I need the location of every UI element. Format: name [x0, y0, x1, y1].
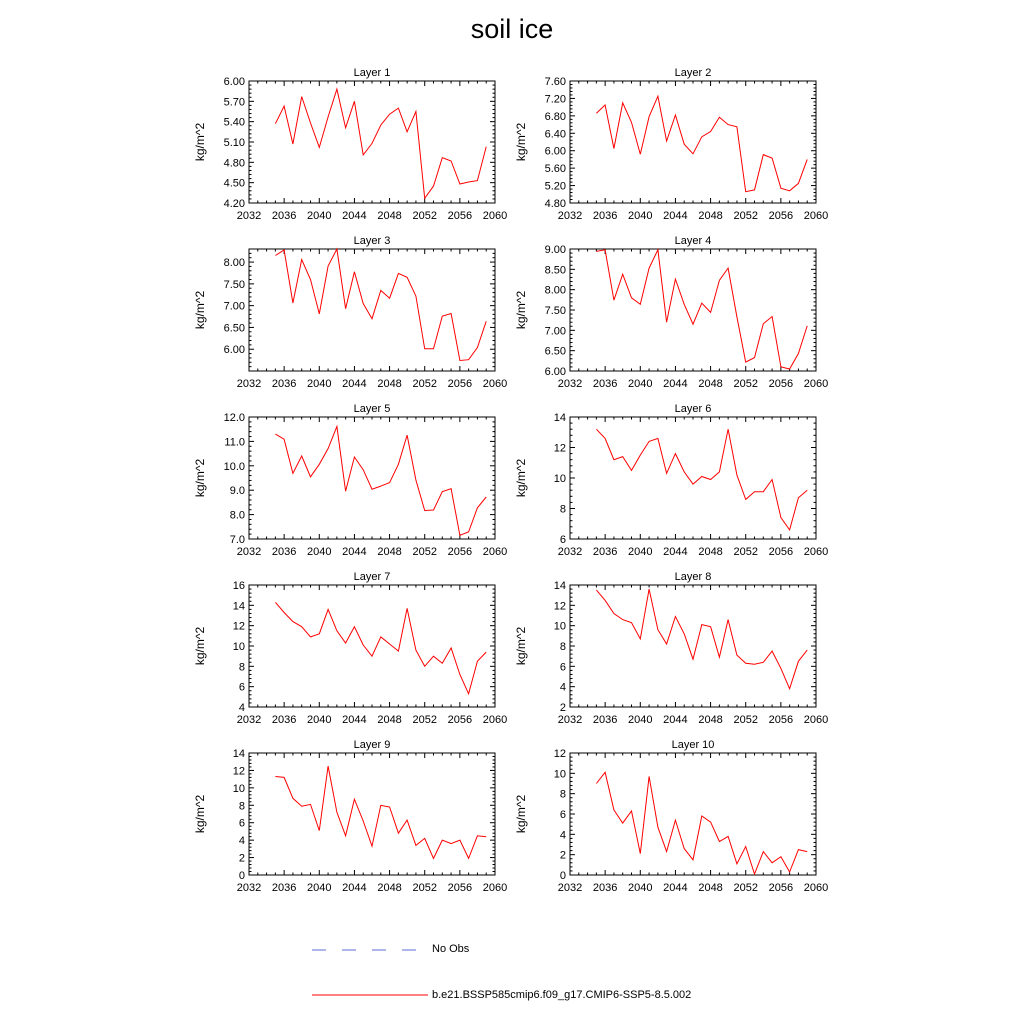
- y-tick-label: 7.20: [544, 93, 566, 106]
- x-tick-label: 2060: [482, 546, 508, 558]
- y-tick-label: 5.10: [223, 137, 245, 149]
- x-tick-label: 2056: [447, 714, 473, 726]
- y-tick-label: 14: [553, 412, 566, 424]
- plot-frame: [249, 585, 495, 707]
- y-tick-label: 4: [559, 681, 566, 694]
- x-tick-label: 2060: [803, 546, 829, 558]
- y-tick-label: 14: [232, 748, 245, 760]
- x-tick-label: 2036: [271, 714, 297, 726]
- series-line: [275, 602, 486, 694]
- series-line: [275, 766, 486, 858]
- y-tick-label: 2: [238, 852, 245, 865]
- panel-layer-1: [193, 67, 507, 222]
- y-axis-label: kg/m^2: [514, 794, 528, 834]
- x-tick-label: 2060: [482, 210, 508, 222]
- x-tick-label: 2032: [557, 546, 583, 558]
- y-tick-label: 7.00: [544, 325, 566, 338]
- y-tick-label: 12.0: [223, 412, 245, 424]
- plot-frame: [249, 753, 495, 875]
- panel-title: Layer 4: [674, 235, 712, 247]
- y-axis-label: kg/m^2: [193, 626, 207, 666]
- x-tick-label: 2040: [628, 378, 653, 390]
- x-tick-label: 2040: [628, 714, 653, 726]
- y-tick-label: 6.00: [544, 145, 566, 158]
- series-line: [596, 96, 807, 192]
- y-tick-label: 12: [553, 442, 566, 455]
- series-line: [275, 89, 486, 198]
- panel-layer-6: [514, 403, 828, 558]
- plot-frame: [570, 249, 816, 371]
- y-tick-label: 6: [238, 681, 245, 694]
- x-tick-label: 2048: [698, 546, 723, 558]
- y-tick-label: 7.50: [544, 305, 566, 317]
- panel-layer-3: [193, 235, 507, 390]
- x-tick-label: 2056: [447, 378, 473, 390]
- y-tick-label: 10: [232, 641, 245, 653]
- x-tick-label: 2056: [447, 210, 473, 222]
- plot-frame: [570, 753, 816, 875]
- y-tick-label: 6.00: [223, 344, 245, 357]
- panel-title: Layer 9: [353, 739, 391, 751]
- x-tick-label: 2044: [663, 210, 688, 222]
- x-tick-label: 2052: [733, 882, 758, 894]
- y-tick-label: 4: [238, 835, 245, 848]
- plot-frame: [570, 81, 816, 203]
- x-tick-label: 2040: [307, 714, 332, 726]
- y-tick-label: 6.00: [544, 366, 566, 378]
- x-tick-label: 2032: [236, 378, 262, 390]
- y-tick-label: 6.50: [223, 322, 245, 335]
- y-tick-label: 14: [232, 600, 245, 613]
- x-tick-label: 2032: [557, 210, 583, 222]
- plot-frame: [249, 417, 495, 539]
- x-tick-label: 2044: [663, 546, 688, 558]
- x-tick-label: 2032: [557, 882, 583, 894]
- panel-title: Layer 7: [353, 571, 391, 583]
- y-tick-label: 10: [553, 620, 566, 633]
- panel-title: Layer 2: [674, 67, 712, 79]
- y-axis-label: kg/m^2: [514, 458, 528, 498]
- x-tick-label: 2056: [768, 378, 794, 390]
- y-tick-label: 12: [232, 620, 245, 633]
- x-tick-label: 2052: [412, 378, 437, 390]
- x-tick-label: 2060: [482, 714, 508, 726]
- panel-layer-5: [193, 403, 507, 558]
- y-tick-label: 8: [559, 503, 566, 516]
- y-tick-label: 5.70: [223, 96, 245, 109]
- y-axis-label: kg/m^2: [514, 626, 528, 666]
- x-tick-label: 2032: [557, 378, 583, 390]
- y-tick-label: 6.80: [544, 110, 566, 123]
- x-tick-label: 2040: [307, 378, 332, 390]
- x-tick-label: 2040: [307, 546, 332, 558]
- y-tick-label: 7.00: [223, 300, 245, 313]
- figure-title: soil ice: [470, 14, 554, 44]
- x-tick-label: 2044: [663, 882, 688, 894]
- y-tick-label: 6: [559, 661, 566, 674]
- y-tick-label: 4.80: [223, 157, 245, 170]
- legend-no-obs-label: No Obs: [432, 943, 470, 955]
- y-tick-label: 4: [559, 829, 566, 842]
- x-tick-label: 2060: [482, 882, 508, 894]
- y-tick-label: 10: [553, 768, 566, 781]
- x-tick-label: 2048: [377, 210, 402, 222]
- x-tick-label: 2052: [733, 714, 758, 726]
- panel-layer-4: [514, 235, 828, 390]
- x-tick-label: 2036: [271, 210, 297, 222]
- y-tick-label: 8: [238, 661, 245, 674]
- panel-title: Layer 3: [353, 235, 391, 247]
- y-axis-label: kg/m^2: [193, 122, 207, 162]
- x-tick-label: 2052: [733, 546, 758, 558]
- y-tick-label: 8: [559, 641, 566, 653]
- x-tick-label: 2040: [628, 210, 653, 222]
- x-tick-label: 2036: [592, 378, 618, 390]
- y-tick-label: 8.00: [544, 284, 566, 297]
- x-tick-label: 2044: [342, 882, 367, 894]
- panel-title: Layer 1: [353, 67, 391, 79]
- y-tick-label: 12: [553, 748, 566, 760]
- x-tick-label: 2036: [592, 210, 618, 222]
- x-tick-label: 2040: [628, 882, 653, 894]
- y-tick-label: 2: [559, 702, 566, 714]
- y-tick-label: 4.20: [223, 198, 245, 210]
- y-axis-label: kg/m^2: [193, 290, 207, 330]
- panel-title: Layer 6: [674, 403, 712, 415]
- y-tick-label: 8: [238, 800, 245, 813]
- plot-frame: [570, 417, 816, 539]
- x-tick-label: 2048: [377, 546, 402, 558]
- x-tick-label: 2040: [628, 546, 653, 558]
- legend-model-label: b.e21.BSSP585cmip6.f09_g17.CMIP6-SSP5-8.5.002: [432, 989, 692, 1001]
- x-tick-label: 2048: [698, 210, 723, 222]
- series-line: [596, 589, 807, 689]
- y-tick-label: 6: [559, 534, 566, 546]
- y-tick-label: 4.50: [223, 177, 245, 190]
- x-tick-label: 2036: [592, 882, 618, 894]
- x-tick-label: 2048: [377, 882, 402, 894]
- y-tick-label: 14: [553, 580, 566, 592]
- y-tick-label: 5.20: [544, 180, 566, 193]
- x-tick-label: 2056: [447, 546, 473, 558]
- x-tick-label: 2060: [803, 210, 829, 222]
- series-line: [275, 249, 486, 361]
- panel-layer-10: [514, 739, 828, 894]
- y-tick-label: 4.80: [544, 198, 566, 210]
- x-tick-label: 2032: [236, 882, 262, 894]
- x-tick-label: 2036: [271, 546, 297, 558]
- y-tick-label: 6: [238, 817, 245, 830]
- x-tick-label: 2032: [236, 210, 262, 222]
- x-tick-label: 2052: [412, 546, 437, 558]
- y-tick-label: 0: [238, 870, 245, 882]
- x-tick-label: 2036: [271, 378, 297, 390]
- x-tick-label: 2060: [803, 714, 829, 726]
- x-tick-label: 2036: [271, 882, 297, 894]
- y-tick-label: 6.40: [544, 128, 566, 141]
- panel-layer-2: [514, 67, 828, 222]
- y-axis-label: kg/m^2: [514, 122, 528, 162]
- y-tick-label: 16: [232, 580, 245, 592]
- y-tick-label: 0: [559, 870, 566, 882]
- x-tick-label: 2044: [342, 546, 367, 558]
- y-tick-label: 10.0: [223, 460, 245, 473]
- x-tick-label: 2056: [768, 546, 794, 558]
- x-tick-label: 2048: [698, 882, 723, 894]
- series-line: [596, 772, 807, 874]
- y-tick-label: 7.0: [229, 534, 245, 546]
- x-tick-label: 2036: [592, 546, 618, 558]
- series-line: [596, 429, 807, 530]
- x-tick-label: 2052: [733, 378, 758, 390]
- y-tick-label: 6.50: [544, 345, 566, 358]
- panel-layer-8: [514, 571, 828, 726]
- y-tick-label: 8.0: [229, 509, 245, 522]
- y-axis-label: kg/m^2: [193, 794, 207, 834]
- x-tick-label: 2044: [342, 210, 367, 222]
- x-tick-label: 2032: [236, 714, 262, 726]
- legend-model-line: [312, 989, 428, 1001]
- y-tick-label: 6: [559, 809, 566, 821]
- y-tick-label: 9.00: [544, 244, 566, 256]
- plot-frame: [249, 81, 495, 203]
- panel-title: Layer 8: [674, 571, 712, 583]
- y-tick-label: 5.60: [544, 163, 566, 176]
- panel-title: Layer 5: [353, 403, 391, 415]
- x-tick-label: 2044: [342, 714, 367, 726]
- y-tick-label: 5.40: [223, 116, 245, 129]
- y-tick-label: 10: [553, 473, 566, 485]
- y-tick-label: 7.60: [544, 76, 566, 88]
- x-tick-label: 2044: [663, 378, 688, 390]
- x-tick-label: 2060: [482, 378, 508, 390]
- x-tick-label: 2052: [733, 210, 758, 222]
- y-tick-label: 6.00: [223, 76, 245, 88]
- y-tick-label: 8.50: [544, 264, 566, 277]
- panel-title: Layer 10: [671, 739, 715, 751]
- x-tick-label: 2048: [698, 378, 723, 390]
- y-tick-label: 8: [559, 788, 566, 801]
- x-tick-label: 2052: [412, 882, 437, 894]
- y-tick-label: 8.00: [223, 257, 245, 270]
- legend-no-obs-line: [312, 944, 422, 956]
- series-line: [596, 250, 807, 369]
- x-tick-label: 2032: [236, 546, 262, 558]
- x-tick-label: 2032: [557, 714, 583, 726]
- x-tick-label: 2044: [342, 378, 367, 390]
- x-tick-label: 2052: [412, 714, 437, 726]
- x-tick-label: 2060: [803, 882, 829, 894]
- y-tick-label: 11.0: [224, 436, 245, 449]
- x-tick-label: 2036: [592, 714, 618, 726]
- x-tick-label: 2048: [698, 714, 723, 726]
- y-axis-label: kg/m^2: [514, 290, 528, 330]
- x-tick-label: 2040: [307, 210, 332, 222]
- x-tick-label: 2040: [307, 882, 332, 894]
- x-tick-label: 2056: [768, 882, 794, 894]
- y-tick-label: 2: [559, 849, 566, 862]
- y-tick-label: 10: [232, 782, 245, 795]
- x-tick-label: 2048: [377, 378, 402, 390]
- x-tick-label: 2052: [412, 210, 437, 222]
- x-tick-label: 2048: [377, 714, 402, 726]
- y-tick-label: 4: [238, 702, 245, 714]
- x-tick-label: 2044: [663, 714, 688, 726]
- y-tick-label: 7.50: [223, 278, 245, 291]
- y-tick-label: 9.0: [229, 485, 245, 498]
- y-tick-label: 12: [553, 600, 566, 613]
- x-tick-label: 2056: [447, 882, 473, 894]
- series-line: [275, 427, 486, 536]
- x-tick-label: 2060: [803, 378, 829, 390]
- y-axis-label: kg/m^2: [193, 458, 207, 498]
- panel-layer-7: [193, 571, 507, 726]
- x-tick-label: 2056: [768, 210, 794, 222]
- y-tick-label: 12: [232, 765, 245, 778]
- panel-layer-9: [193, 739, 507, 894]
- x-tick-label: 2056: [768, 714, 794, 726]
